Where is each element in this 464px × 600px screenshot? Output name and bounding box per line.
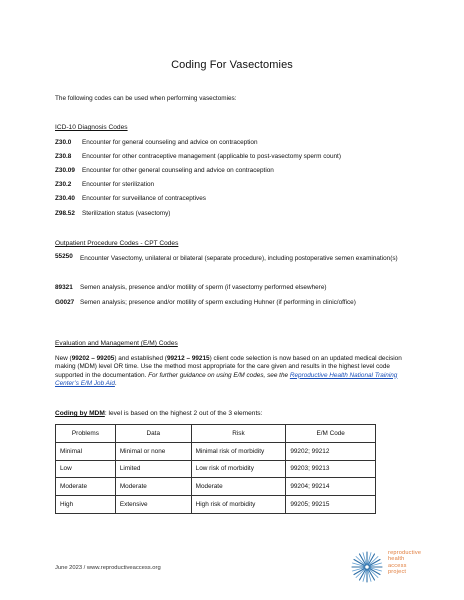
table-header-cell: E/M Code (286, 425, 376, 443)
em-text-part: . (114, 379, 117, 387)
mdm-table (55, 424, 376, 514)
em-text-part: ) client code selection is now based on an updated medical decision making (MDM) level OR time. Use the method most appropriate for the care given and results in the highest level code supported in the documentation. (55, 355, 402, 379)
table-row (56, 442, 376, 460)
table-cell: Low (56, 460, 116, 478)
table-cell: Moderate (191, 478, 286, 496)
table-cell: 99205; 99215 (286, 496, 376, 514)
table-cell: High risk of morbidity (191, 496, 286, 514)
rhap-logo (350, 549, 440, 585)
table-cell: Extensive (115, 496, 191, 514)
mdm-text: : level is based on the highest 2 out of the 3 elements: (104, 410, 263, 417)
table-header-row (56, 425, 376, 443)
em-established-codes: 99212 – 99215 (166, 355, 210, 362)
icd10-code: Z30.2 (55, 181, 72, 188)
em-guidance-text: For further guidance on using E/M codes, see the (148, 371, 290, 379)
icd10-code: Z30.40 (55, 195, 75, 202)
table-cell: Limited (115, 460, 191, 478)
starburst-logo-icon (350, 550, 384, 584)
logo-line: reproductive (388, 550, 422, 556)
cpt-code: G0027 (55, 299, 75, 306)
icd10-code: Z30.0 (55, 139, 72, 146)
table-cell: Low risk of morbidity (191, 460, 286, 478)
table-header-cell: Risk (191, 425, 286, 443)
em-job-aid-link[interactable]: Reproductive Health National Training Center’s E/M Job Aid (55, 371, 398, 387)
cpt-heading: Outpatient Procedure Codes - CPT Codes (55, 240, 179, 247)
table-row (56, 478, 376, 496)
cpt-desc: Semen analysis, presence and/or motility of sperm (if vasectomy performed elsewhere) (80, 284, 327, 291)
logo-line: health (388, 556, 405, 563)
intro-text: The following codes can be used when performing vasectomies: (55, 95, 237, 102)
icd10-desc: Encounter for surveillance of contraceptives (82, 195, 206, 202)
logo-wordmark (388, 550, 421, 575)
table-cell: High (56, 496, 116, 514)
table-cell: 99204; 99214 (286, 478, 376, 496)
icd10-heading: ICD-10 Diagnosis Codes (55, 124, 128, 131)
table-row (56, 496, 376, 514)
footer-text: June 2023 / www.reproductiveaccess.org (55, 565, 161, 571)
logo-line: project (388, 568, 407, 575)
cpt-desc: Encounter Vasectomy, unilateral or bilateral (separate procedure), including postoperative semen examination(s) (80, 255, 398, 262)
logo-line: access (388, 562, 407, 569)
table-header-cell: Problems (56, 425, 116, 443)
table-cell: Moderate (115, 478, 191, 496)
icd10-code: Z98.52 (55, 210, 75, 217)
table-cell: Moderate (56, 478, 116, 496)
icd10-desc: Encounter for sterilization (82, 181, 155, 188)
table-cell: 99203; 99213 (286, 460, 376, 478)
em-heading: Evaluation and Management (E/M) Codes (55, 340, 178, 347)
mdm-label: Coding by MDM (55, 410, 105, 417)
table-cell: Minimal or none (115, 442, 191, 460)
table-cell: 99202; 99212 (286, 442, 376, 460)
icd10-desc: Encounter for other contraceptive management (applicable to post-vasectomy sperm count) (82, 153, 341, 160)
cpt-code: 55250 (55, 253, 73, 260)
page-title: Coding For Vasectomies (171, 59, 293, 71)
icd10-desc: Encounter for general counseling and advice on contraception (82, 139, 258, 146)
cpt-desc: Semen analysis; presence and/or motility of sperm excluding Huhner (if performing in clinic/office) (80, 299, 356, 306)
icd10-code: Z30.09 (55, 167, 75, 174)
table-cell: Minimal (56, 442, 116, 460)
icd10-code: Z30.8 (55, 153, 72, 160)
table-cell: Minimal risk of morbidity (191, 442, 286, 460)
em-new-codes: 99202 – 99205 (71, 355, 115, 362)
em-paragraph (55, 355, 411, 388)
icd10-desc: Encounter for other general counseling and advice on contraception (82, 167, 274, 174)
table-row (56, 460, 376, 478)
em-text-part: New ( (55, 355, 72, 362)
icd10-desc: Sterilization status (vasectomy) (82, 210, 171, 217)
mdm-line (55, 410, 262, 417)
cpt-code: 89321 (55, 284, 73, 291)
table-header-cell: Data (115, 425, 191, 443)
em-text-part: ) and established ( (114, 355, 167, 362)
